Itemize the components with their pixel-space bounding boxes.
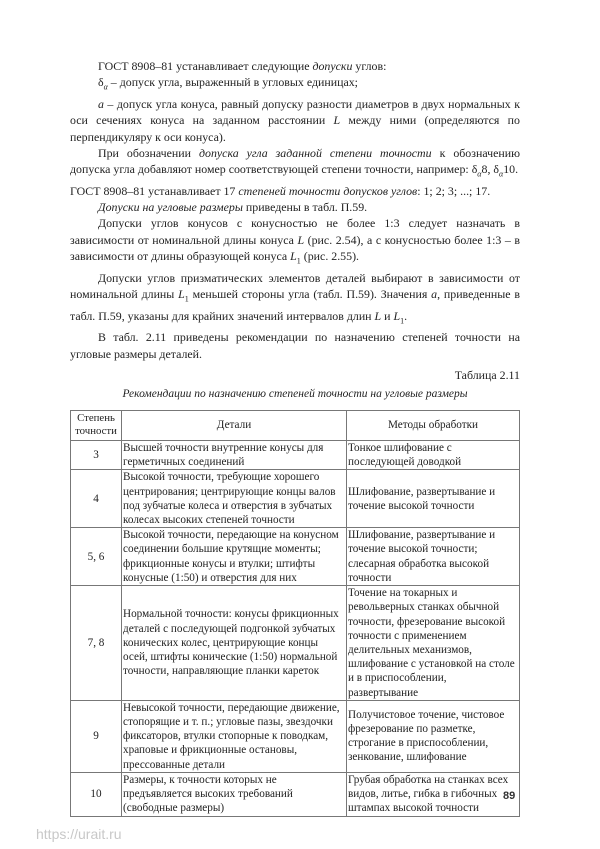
cell-methods: Точение на токарных и револьверных станках обычной точности, фрезерование высокой точности с применением делительных механизмов, шлифование с установкой на столе и в приспособлении, развертывание [347, 586, 520, 701]
header-methods: Методы обработки [347, 410, 520, 440]
page-number: 89 [503, 790, 516, 802]
cell-methods: Шлифование, развертывание и точение высокой точности; слесарная обработка высокой точности [347, 528, 520, 586]
cell-methods: Тонкое шлифование с последующей доводкой [347, 440, 520, 469]
table-row [71, 700, 520, 772]
precision-grades-table [70, 410, 520, 817]
watermark-link: https://urait.ru [36, 826, 122, 842]
page-content [70, 58, 520, 817]
table-row [71, 528, 520, 586]
paragraph-cone-tolerances: Допуски углов конусов с конусностью не более 1:3 следует назначать в зависимости от номинальной длины конуса L (рис. 2.54), а с конусностью более 1:3 – в зависимости от длины образующей конуса $L_1$ (рис. 2.55). [70, 216, 520, 266]
table-caption: Рекомендации по назначению степеней точности на угловые размеры [122, 387, 468, 400]
paragraph-prismatic-tolerances: Допуски углов призматических элементов деталей выбирают в зависимости от номинальной длины $L_1$ меньшей стороны угла (табл. П.59). Значения a, приведенные в табл. П.59, указаны для крайних значений интервалов длин L и $L_1$. [70, 270, 520, 326]
cell-grade: 4 [71, 470, 122, 528]
cell-methods: Получистовое точение, чистовое фрезерование по разметке, строгание в приспособлении, зенкование, шлифование [347, 700, 520, 772]
paragraph-17-grades: ГОСТ 8908–81 устанавливает 17 степеней точности допусков углов: 1; 2; 3; ...; 17. [70, 183, 491, 198]
cell-parts: Высшей точности внутренние конусы для герметичных соединений [122, 440, 347, 469]
table-row [71, 772, 520, 816]
table-number: Таблица 2.11 [454, 367, 520, 382]
cell-grade: 9 [71, 700, 122, 772]
table-row [71, 440, 520, 469]
header-grade: Степень точности [71, 410, 122, 440]
cell-grade: 5, 6 [71, 528, 122, 586]
paragraph-delta-alpha: $\delta_\alpha$ – допуск угла, выраженный в угловых единицах; [98, 75, 358, 92]
paragraph-a-tolerance: a – допуск угла конуса, равный допуску разности диаметров в двух нормальных к оси сечениях конуса на заданном расстоянии L между ними (определяются по перпендикуляру к оси конуса). [70, 96, 520, 144]
cell-methods: Грубая обработка на станках всех видов, литье, гибка в гибочных штампах высокой точности [347, 772, 520, 816]
table-header-row [71, 410, 520, 440]
cell-parts: Высокой точности, передающие на конусном соединении большие крутящие моменты; фрикционные конусы и втулки; штифты конусные (1:50) и отверстия для них [122, 528, 347, 586]
cell-parts: Невысокой точности, передающие движение, стопорящие и т. п.; угловые пазы, звездочки фиксаторов, втулки стопорные к поводкам, храповые и фрикционные остановы, прессованные детали [122, 700, 347, 772]
cell-methods: Шлифование, развертывание и точение высокой точности [347, 470, 520, 528]
cell-grade: 10 [71, 772, 122, 816]
paragraph-gost-tolerances: ГОСТ 8908–81 устанавливает следующие допуски углов: [98, 59, 387, 73]
table-row [71, 586, 520, 701]
paragraph-designation: При обозначении допуска угла заданной степени точности к обозначению допуска угла добавляют номер соответствующей степени точности, например: $\delta_\alpha 8$, $\delta_\alpha 10$. [70, 145, 520, 179]
cell-parts: Размеры, к точности которых не предъявляется высоких требований (свободные размеры) [122, 772, 347, 816]
paragraph-table-reference: В табл. 2.11 приведены рекомендации по назначению степеней точности на угловые размеры деталей. [70, 330, 520, 361]
cell-grade: 7, 8 [71, 586, 122, 701]
table-row [71, 470, 520, 528]
cell-grade: 3 [71, 440, 122, 469]
header-parts: Детали [122, 410, 347, 440]
cell-parts: Высокой точности, требующие хорошего центрирования; центрирующие концы валов под зубчатые колеса и отверстия в зубчатых колесах высоких степеней точности [122, 470, 347, 528]
cell-parts: Нормальной точности: конусы фрикционных деталей с последующей подгонкой зубчатых конических колес, центрирующие концы осей, штифты конические (1:50) нормальной точности, направляющие планки кареток [122, 586, 347, 701]
paragraph-angular-tolerances: Допуски на угловые размеры приведены в табл. П.59. [98, 200, 368, 215]
